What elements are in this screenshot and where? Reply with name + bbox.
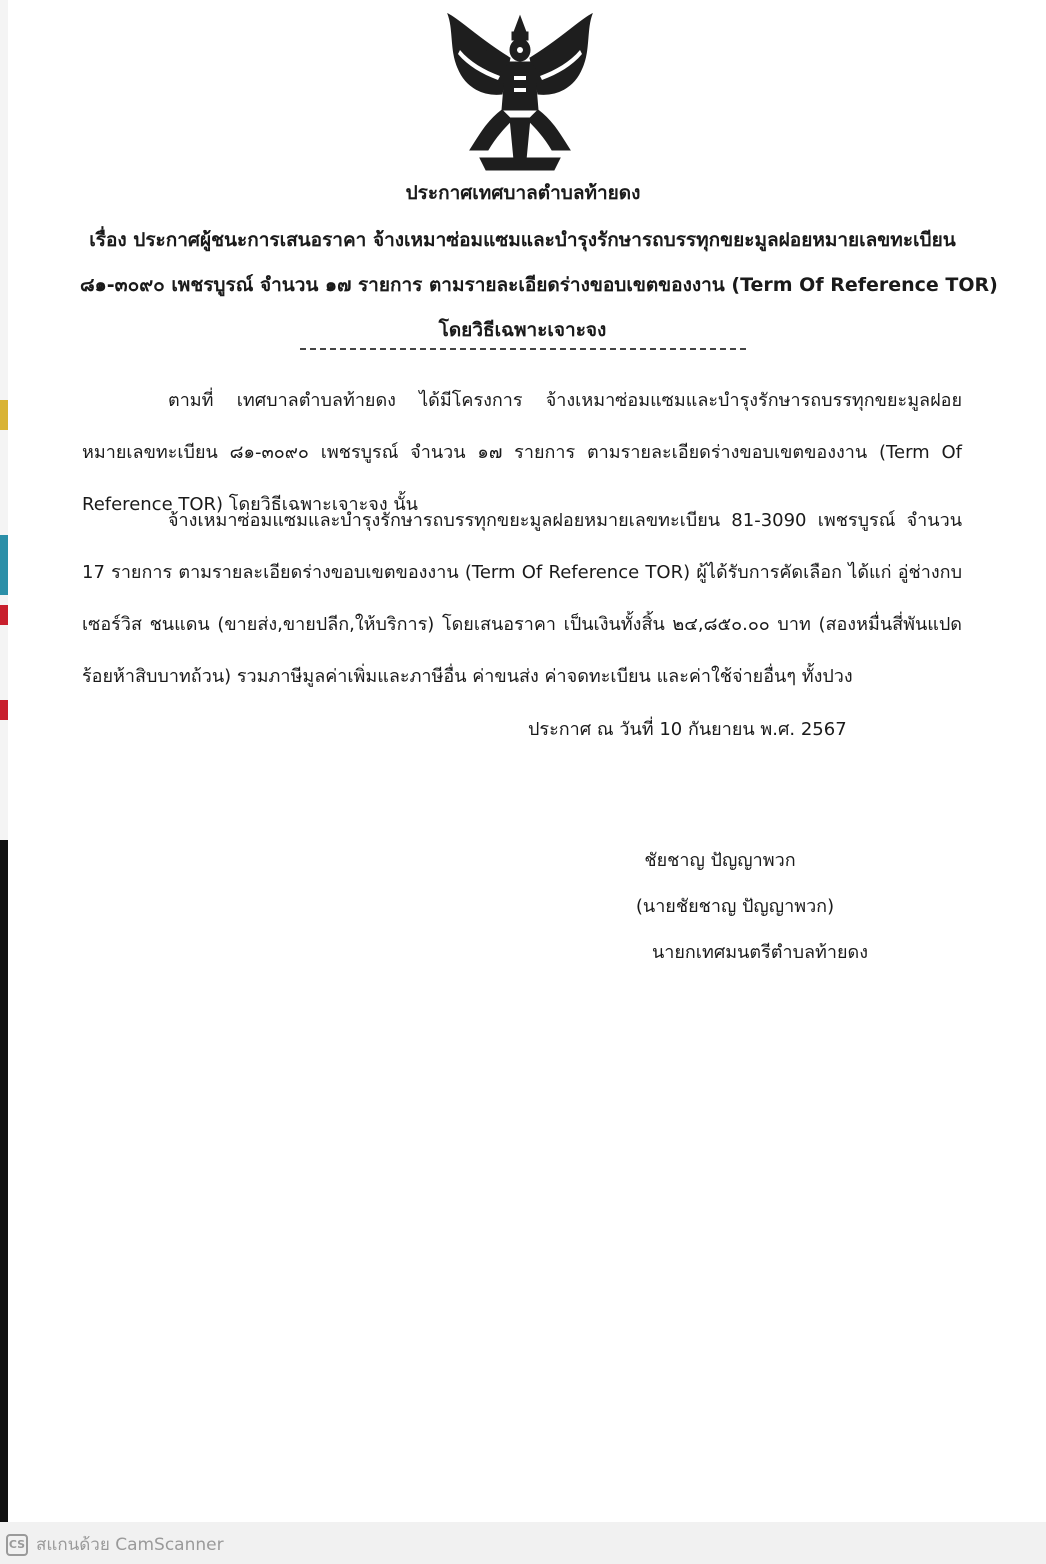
body-paragraph-1: ตามที่ เทศบาลตำบลท้ายดง ได้มีโครงการ จ้างเหมาซ่อมแซมและบำรุงรักษารถบรรทุกขยะมูลฝอยหมายเลขทะเบียน ๘๑-๓๐๙๐ เพชรบูรณ์ จำนวน ๑๗ รายการ ตามรายละเอียดร่างขอบเขตของงาน (Term Of Reference TOR) โดยวิธีเฉพาะเจาะจง นั้น: [82, 390, 962, 515]
signature-fullname: (นายชัยชาญ ปัญญาพวก): [635, 896, 835, 917]
subject-line: ๘๑-๓๐๙๐ เพชรบูรณ์ จำนวน ๑๗ รายการ ตามรายละเอียดร่างขอบเขตของงาน (Term Of Reference TOR): [80, 274, 998, 296]
camscanner-footer: [6, 1531, 224, 1558]
body-paragraph-2: จ้างเหมาซ่อมแซมและบำรุงรักษารถบรรทุกขยะมูลฝอยหมายเลขทะเบียน 81-3090 เพชรบูรณ์ จำนวน 17 รายการ ตามรายละเอียดร่างขอบเขตของงาน (Term Of Reference TOR) ผู้ได้รับการคัดเลือก ได้แก่ อู่ช่างกบเซอร์วิส ชนแดน (ขายส่ง,ขายปลีก,ให้บริการ) โดยเสนอราคา เป็นเงินทั้งสิ้น ๒๔,๘๕๐.๐๐ บาท (สองหมื่นสี่พันแปดร้อยห้าสิบบาทถ้วน) รวมภาษีมูลค่าเพิ่มและภาษีอื่น ค่าขนส่ง ค่าจดทะเบียน และค่าใช้จ่ายอื่นๆ ทั้งปวง: [82, 510, 962, 687]
announcement-date: ประกาศ ณ วันที่ 10 กันยายน พ.ศ. 2567: [528, 719, 847, 740]
scan-edge: [0, 0, 8, 1564]
camscanner-logo-icon: CS: [6, 1534, 28, 1556]
announcement-title: ประกาศเทศบาลตำบลท้ายดง: [405, 182, 641, 204]
signature-name: ชัยชาญ ปัญญาพวก: [644, 850, 796, 871]
signature-position: นายกเทศมนตรีตำบลท้ายดง: [651, 942, 869, 963]
garuda-seal-icon: [440, 10, 600, 175]
subject-block: [80, 218, 998, 353]
divider: [300, 348, 746, 350]
footer-text: สแกนด้วย CamScanner: [36, 1535, 224, 1555]
subject-line: เรื่อง ประกาศผู้ชนะการเสนอราคา จ้างเหมาซ่อมแซมและบำรุงรักษารถบรรทุกขยะมูลฝอยหมายเลขทะเบียน: [89, 229, 956, 251]
subject-line: โดยวิธีเฉพาะเจาะจง: [438, 319, 607, 341]
